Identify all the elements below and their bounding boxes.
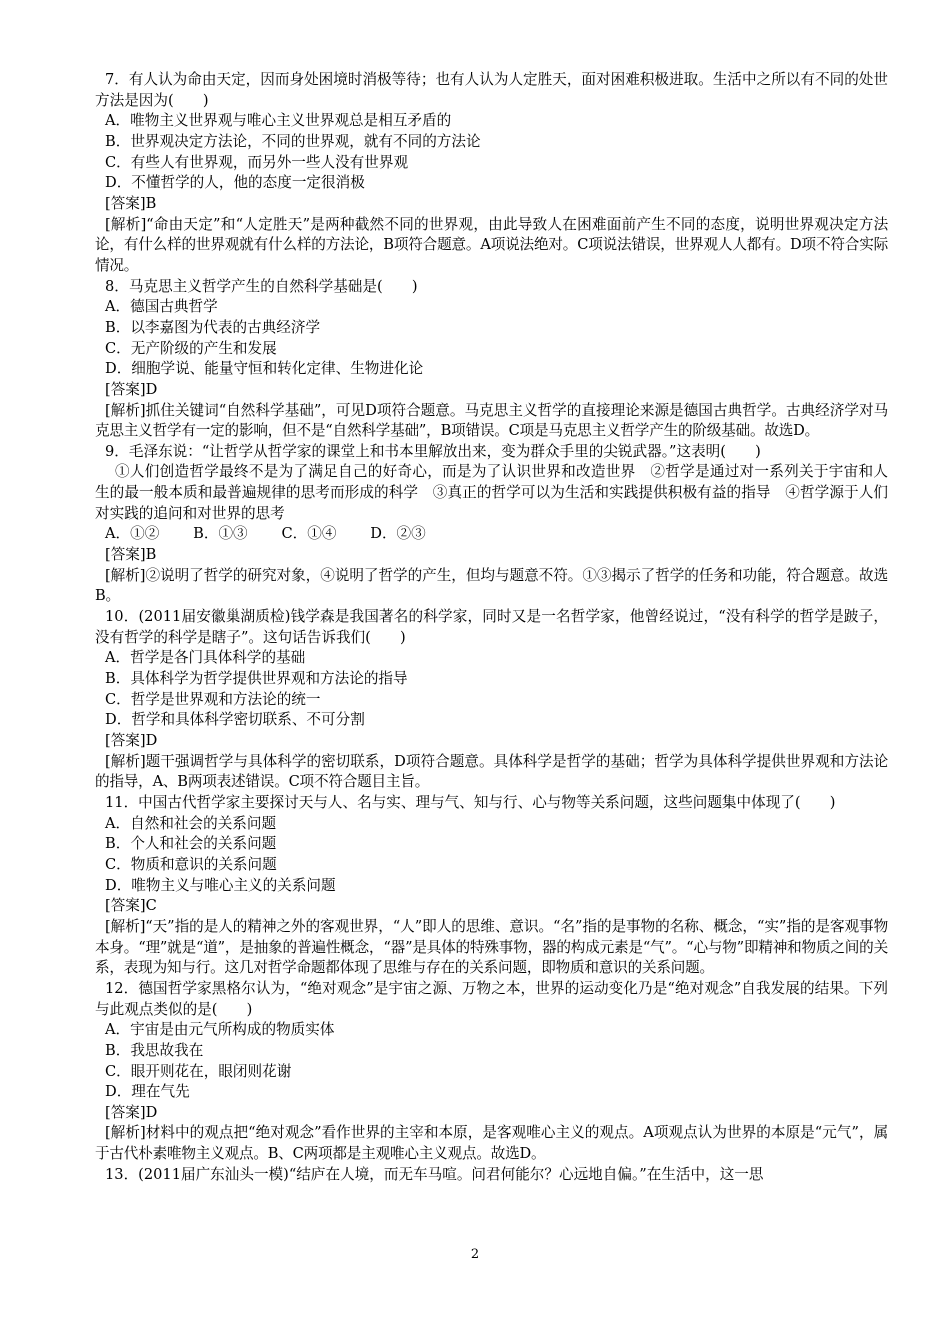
question-7-answer: [答案]B xyxy=(105,194,157,212)
question-7-option-b: B．世界观决定方法论，不同的世界观，就有不同的方法论 xyxy=(105,132,481,150)
question-8-option-c: C．无产阶级的产生和发展 xyxy=(105,339,277,357)
question-7-stem: 7．有人认为命由天定，因而身处困境时消极等待；也有人认为人定胜天，面对困难积极进取。生活中之所以有不同的处世方法是因为( ) xyxy=(95,71,888,109)
question-12-option-d: D．理在气先 xyxy=(105,1083,190,1101)
question-10-option-d: D．哲学和具体科学密切联系、不可分割 xyxy=(105,711,365,729)
question-7-option-c: C．有些人有世界观，而另外一些人没有世界观 xyxy=(105,153,409,171)
question-9-options: A．①② B．①③ C．①④ D．②③ xyxy=(105,525,426,543)
question-13-stem: 13．(2011届广东汕头一模)“结庐在人境，而无车马喧。问君何能尔？心远地自偏。”在生活中，这一思 xyxy=(105,1165,764,1183)
question-12-analysis: [解析]材料中的观点把“绝对观念”看作世界的主宰和本原，是客观唯心主义的观点。A项观点认为世界的本原是“元气”，属于古代朴素唯物主义观点。B、C两项都是主观唯心主义观点。故选D。 xyxy=(95,1124,888,1163)
question-11-answer: [答案]C xyxy=(105,897,157,915)
question-10-answer: [答案]D xyxy=(105,732,158,749)
question-9-stem: 9．毛泽东说：“让哲学从哲学家的课堂上和书本里解放出来，变为群众手里的尖锐武器。”这表明( ) xyxy=(105,442,761,460)
document-body xyxy=(95,70,888,1185)
question-12-option-c: C．眼开则花在，眼闭则花谢 xyxy=(105,1062,292,1080)
question-7-option-a: A．唯物主义世界观与唯心主义世界观总是相互矛盾的 xyxy=(105,112,452,130)
question-8-option-b: B．以李嘉图为代表的古典经济学 xyxy=(105,318,321,336)
question-9-answer: [答案]B xyxy=(105,546,157,564)
question-7-analysis: [解析]“命由天定”和“人定胜天”是两种截然不同的世界观，由此导致人在困难面前产生不同的态度，说明世界观决定方法论，有什么样的世界观就有什么样的方法论，B项符合题意。A项说法绝对。C项说法错误，世界观人人都有。D项不符合实际情况。 xyxy=(95,215,888,274)
question-7-option-d: D．不懂哲学的人，他的态度一定很消极 xyxy=(105,174,365,192)
question-9-statements: ①人们创造哲学最终不是为了满足自己的好奇心，而是为了认识世界和改造世界 ②哲学是通过对一系列关于宇宙和人生的最一般本质和最普遍规律的思考而形成的科学 ③真正的哲学可以为生活和实践提供积极有益的指导 ④哲学源于人们对实践的追问和对世界的思考 xyxy=(95,463,888,522)
question-10-option-b: B．具体科学为哲学提供世界观和方法论的指导 xyxy=(105,670,408,688)
question-9-analysis: [解析]②说明了哲学的研究对象，④说明了哲学的产生，但均与题意不符。①③揭示了哲学的任务和功能，符合题意。故选B。 xyxy=(95,566,888,605)
question-10-option-c: C．哲学是世界观和方法论的统一 xyxy=(105,690,321,708)
question-8-stem: 8．马克思主义哲学产生的自然科学基础是( ) xyxy=(105,277,418,295)
question-11-option-b: B．个人和社会的关系问题 xyxy=(105,835,277,853)
question-8-option-a: A．德国古典哲学 xyxy=(105,298,218,316)
question-8-option-d: D．细胞学说、能量守恒和转化定律、生物进化论 xyxy=(105,360,424,378)
question-12-option-b: B．我思故我在 xyxy=(105,1041,204,1059)
question-11-option-c: C．物质和意识的关系问题 xyxy=(105,855,277,873)
question-11-option-d: D．唯物主义与唯心主义的关系问题 xyxy=(105,876,336,894)
question-11-analysis: [解析]“天”指的是人的精神之外的客观世界，“人”即人的思维、意识。“名”指的是事物的名称、概念，“实”指的是客观事物本身。“理”就是“道”，是抽象的普遍性概念，“器”是具体的特殊事物，器的构成元素是“气”。“心与物”即精神和物质之间的关系，表现为知与行。这几对哲学命题都体现了思维与存在的关系问题，即物质和意识的关系问题。 xyxy=(95,917,888,977)
question-11-stem: 11．中国古代哲学家主要探讨天与人、名与实、理与气、知与行、心与物等关系问题，这些问题集中体现了( ) xyxy=(105,793,836,811)
page-number: 2 xyxy=(470,1247,480,1262)
question-8-answer: [答案]D xyxy=(105,380,158,398)
question-12-answer: [答案]D xyxy=(105,1103,158,1121)
question-8-analysis: [解析]抓住关键词“自然科学基础”，可见D项符合题意。马克思主义哲学的直接理论来源是德国古典哲学。古典经济学对马克思主义哲学有一定的影响，但不是“自然科学基础”，B项错误。C项是马克思主义哲学产生的阶级基础。故选D。 xyxy=(95,401,888,440)
question-10-analysis: [解析]题干强调哲学与具体科学的密切联系，D项符合题意。具体科学是哲学的基础；哲学为具体科学提供世界观和方法论的指导，A、B两项表述错误。C项不符合题目主旨。 xyxy=(95,752,888,791)
question-12-option-a: A．宇宙是由元气所构成的物质实体 xyxy=(105,1021,335,1039)
question-10-stem: 10．(2011届安徽巢湖质检)钱学森是我国著名的科学家，同时又是一名哲学家，他曾经说过，“没有科学的哲学是跛子， 没有哲学的科学是瞎子”。这句话告诉我们( ) xyxy=(95,608,888,646)
question-10-option-a: A．哲学是各门具体科学的基础 xyxy=(105,649,306,667)
question-12-stem: 12．德国哲学家黑格尔认为，“绝对观念”是宇宙之源、万物之本，世界的运动变化乃是“绝对观念”自我发展的结果。下列与此观点类似的是( ) xyxy=(95,979,888,1018)
question-11-option-a: A．自然和社会的关系问题 xyxy=(105,814,277,832)
